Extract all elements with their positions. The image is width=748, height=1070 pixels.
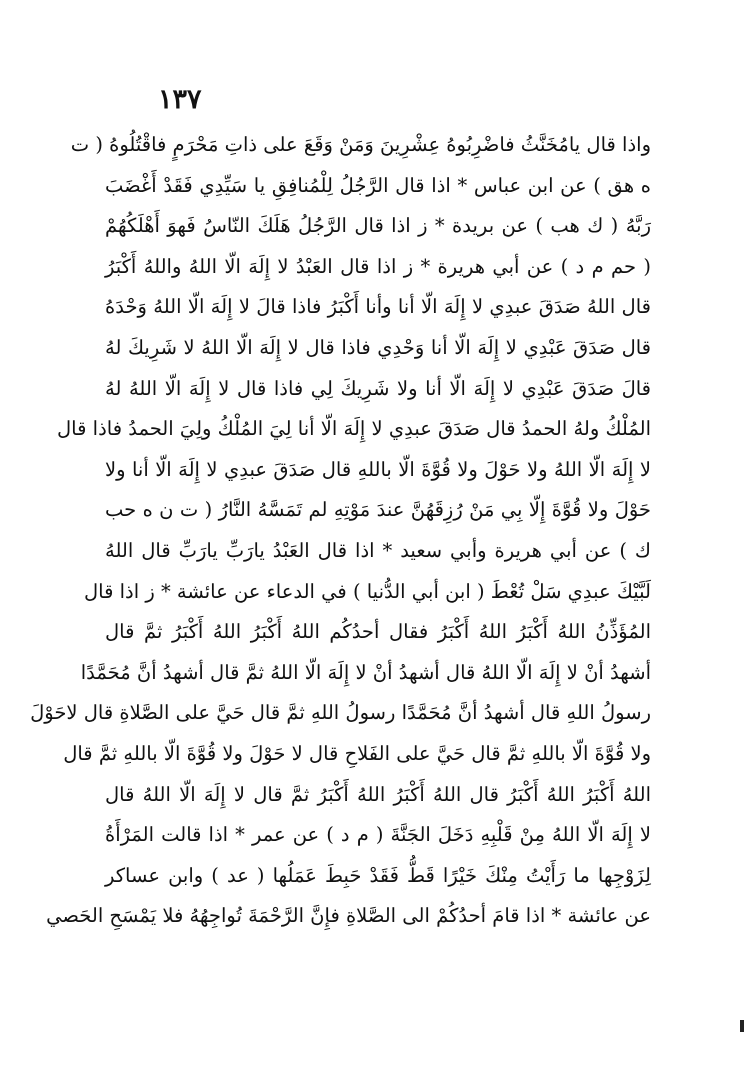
text-line: لا إِلَهَ الّا اللهُ مِنْ قَلْبِهِ دَخَلَ الجَنَّةَ ( م د ) عن عمر * اذا قالت المَرْأَةُ xyxy=(105,823,651,847)
scan-edge-mark xyxy=(740,1020,744,1032)
text-line: المُلْكُ ولهُ الحمدُ قال صَدَقَ عبدِي لا إِلَهَ الّا أنا لِيَ المُلْكُ ولِيَ الحمدُ فاذا قال xyxy=(57,417,651,441)
text-line: حَوْلَ ولا قُوَّةَ إِلّا بِي مَنْ رُزِقَهُنَّ عندَ مَوْتِهِ لم تَمَسَّهُ النَّارُ ( ت ن ه حب xyxy=(105,498,651,522)
text-line: قال صَدَقَ عَبْدِي لا إِلَهَ الّا أنا وَحْدِي فاذا قال لا إِلَهَ الّا اللهُ لا شَرِيكَ لهُ xyxy=(105,335,651,359)
text-line: المُؤَذِّنُ اللهُ أَكْبَرُ اللهُ أَكْبَرُ فقال أحدُكُم اللهُ أَكْبَرُ اللهُ أَكْبَرُ ثمَّ قال xyxy=(105,620,651,644)
text-line: عن عائشة * اذا قامَ أحدُكُمْ الى الصَّلاةِ فإِنَّ الرَّحْمَةَ تُواجِهُهُ فلا يَمْسَحِ الحَصي xyxy=(46,904,651,928)
body-text xyxy=(30,125,651,937)
text-line: رسولُ اللهِ قال أشهدُ أنَّ مُحَمَّدًا رسولُ اللهِ ثمَّ قال حَيَّ على الصَّلاةِ قال لاحَوْلَ xyxy=(30,701,651,725)
text-line: اللهُ أَكْبَرُ اللهُ أَكْبَرُ قال اللهُ أَكْبَرُ اللهُ أَكْبَرُ ثمَّ قال لا إِلَهَ الّا اللهُ قال xyxy=(105,782,651,806)
text-line: قالَ صَدَقَ عَبْدِي لا إِلَهَ الّا أنا ولا شَرِيكَ لِي فاذا قال لا إِلَهَ الّا اللهُ لهُ xyxy=(105,376,651,400)
text-line: ه هق ) عن ابن عباس * اذا قال الرَّجُلُ لِلْمُنافِقِ يا سَيِّدِي فَقَدْ أَغْضَبَ xyxy=(105,173,651,197)
text-line: واذا قال يامُخَنَّثُ فاضْرِبُوهُ عِشْرِينَ وَمَنْ وَقَعَ على ذاتِ مَحْرَمٍ فاقْتُلُوهُ ( ت xyxy=(70,133,651,156)
text-line: ولا قُوَّةَ الّا باللهِ ثمَّ قال حَيَّ على الفَلاحِ قال لا حَوْلَ ولا قُوَّةَ الّا باللهِ ثمَّ قال xyxy=(63,741,651,765)
text-line: لَبَّيْكَ عبدِي سَلْ تُعْطَ ( ابن أبي الدُّنيا ) في الدعاء عن عائشة * ز اذا قال xyxy=(83,579,651,603)
text-line: ك ) عن أبي هريرة وأبي سعيد * اذا قال العَبْدُ يارَبِّ يارَبِّ قال اللهُ xyxy=(105,538,651,562)
text-line: قال اللهُ صَدَقَ عبدِي لا إِلَهَ الّا أنا وأنا أَكْبَرُ فاذا قالَ لا إِلَهَ الّا اللهُ وَحْدَهُ xyxy=(105,295,651,319)
text-line: لا إِلَهَ الّا اللهُ ولا حَوْلَ ولا قُوَّةَ الّا باللهِ قال صَدَقَ عبدِي لا إِلَهَ الّا أنا ولا xyxy=(105,457,651,481)
text-line: ( حم م د ) عن أبي هريرة * ز اذا قال العَبْدُ لا إِلَهَ الّا اللهُ واللهُ أَكْبَرُ xyxy=(105,254,651,278)
text-line: أشهدُ أنْ لا إِلَهَ الّا اللهُ قال أشهدُ أنْ لا إِلَهَ الّا اللهُ ثمَّ قال أشهدُ أنَّ مُحَمَّدًا xyxy=(80,660,651,684)
page-number: ١٣٧ xyxy=(158,84,202,115)
text-line: رَبَّهُ ( ك هب ) عن بريدة * ز اذا قال الرَّجُلُ هَلَكَ النّاسُ فَهوَ أَهْلَكُهُمْ xyxy=(105,214,651,238)
text-line: لِزَوْجِها ما رَأَيْتُ مِنْكَ خَيْرًا قَطُّ فَقَدْ حَبِطَ عَمَلُها ( عد ) وابن عساكر xyxy=(105,863,651,887)
